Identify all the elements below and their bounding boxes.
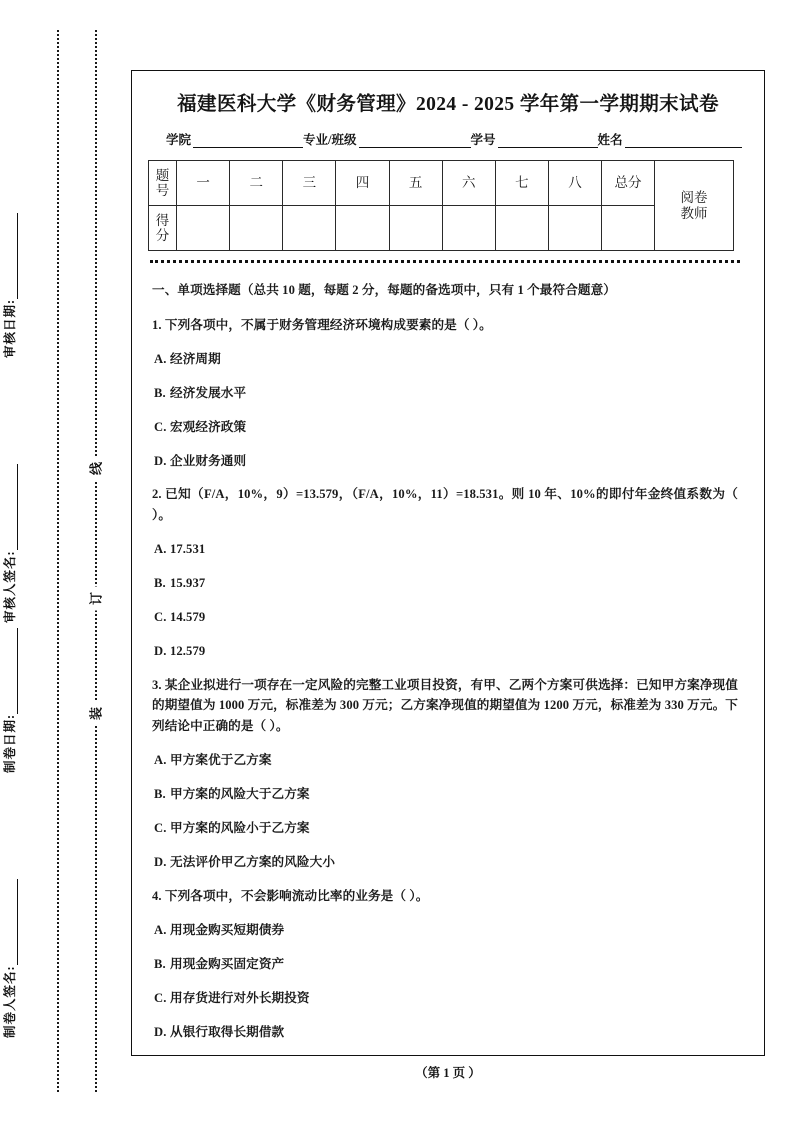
option-marker: A.	[154, 542, 167, 557]
margin-label-blank-line	[6, 213, 18, 299]
option-marker: C.	[154, 610, 167, 625]
score-table-column-header: 七	[495, 161, 548, 206]
grader-label-line: 教师	[680, 205, 708, 221]
page-title: 福建医科大学《财务管理》2024 - 2025 学年第一学期期末试卷	[177, 94, 719, 115]
score-table-column-header: 一	[177, 161, 230, 206]
option-text: 经济周期	[170, 351, 221, 366]
question-list	[152, 315, 738, 1042]
score-table-score-cell[interactable]	[548, 206, 601, 251]
option-marker: A.	[154, 922, 167, 937]
question-stem: 2. 已知（F/A，10%，9）=13.579，（F/A，10%，11）=18.531。则 10 年、10%的即付年金终值系数为（ ）。	[152, 487, 738, 522]
score-table-score-cell[interactable]	[602, 206, 655, 251]
question-option[interactable]	[152, 540, 738, 559]
identity-field	[166, 130, 303, 148]
margin-label	[0, 820, 18, 1040]
score-table-score-cell[interactable]	[283, 206, 336, 251]
identity-field-label: 姓名	[597, 133, 623, 147]
question-option[interactable]	[152, 819, 738, 838]
row-label-char: 分	[155, 228, 170, 243]
score-table-score-cell[interactable]	[336, 206, 389, 251]
identity-field-label: 专业/班级	[303, 133, 357, 147]
question-option[interactable]	[152, 955, 738, 974]
score-table-column-header: 八	[548, 161, 601, 206]
binding-seam-char: 线	[82, 457, 109, 481]
option-marker: D.	[154, 643, 167, 658]
score-table-container	[132, 160, 764, 251]
margin-label-text: 审核人签名:	[3, 550, 17, 623]
question-option[interactable]	[152, 853, 738, 872]
option-marker: C.	[154, 990, 167, 1005]
score-table-grader-header	[655, 161, 734, 251]
option-marker: D.	[154, 854, 167, 869]
option-text: 用现金购买固定资产	[170, 956, 285, 971]
identity-field	[598, 130, 742, 148]
question-option[interactable]	[152, 608, 738, 627]
question-option[interactable]	[152, 921, 738, 940]
margin-label-text: 制卷人签名:	[3, 965, 17, 1038]
option-marker: A.	[154, 351, 167, 366]
margin-label-blank-line	[6, 879, 18, 965]
binding-dotted-line-outer	[57, 30, 59, 1092]
option-text: 用现金购买短期债券	[170, 922, 285, 937]
score-table-score-cell[interactable]	[230, 206, 283, 251]
margin-label	[0, 555, 18, 775]
section-heading: 一、单项选择题（总共 10 题，每题 2 分，每题的备选项中，只有 1 个最符合题意）	[152, 283, 616, 297]
score-table-row-label	[149, 161, 177, 206]
margin-label-text: 审核日期:	[3, 298, 17, 358]
table-row	[149, 161, 734, 206]
binding-seam-char: 装	[82, 702, 109, 726]
identity-field-input[interactable]	[498, 134, 598, 148]
question-stem: 1. 下列各项中，不属于财务管理经济环境构成要素的是（ ）。	[152, 317, 492, 332]
identity-field-input[interactable]	[193, 134, 303, 148]
score-table-score-cell[interactable]	[177, 206, 230, 251]
margin-label-text: 制卷日期:	[3, 713, 17, 773]
score-table-column-header: 四	[336, 161, 389, 206]
score-table-score-cell[interactable]	[442, 206, 495, 251]
option-marker: B.	[154, 576, 166, 591]
option-text: 14.579	[170, 610, 206, 625]
question-option[interactable]	[152, 751, 738, 770]
question-option[interactable]	[152, 452, 738, 471]
table-row	[149, 206, 734, 251]
question-option[interactable]	[152, 418, 738, 437]
margin-label	[0, 140, 18, 360]
option-text: 甲方案的风险大于乙方案	[170, 786, 310, 801]
option-text: 无法评价甲乙方案的风险大小	[170, 854, 336, 869]
option-marker: B.	[154, 385, 166, 400]
question-option[interactable]	[152, 785, 738, 804]
binding-margin	[0, 0, 125, 1122]
page-footer: （第 1 页 ）	[415, 1066, 481, 1080]
option-text: 从银行取得长期借款	[170, 1024, 285, 1039]
row-label-char: 题	[155, 167, 170, 183]
identity-field	[303, 130, 470, 148]
score-table-total-header: 总分	[602, 161, 655, 206]
score-table-column-header: 六	[442, 161, 495, 206]
identity-field-input[interactable]	[625, 134, 742, 148]
question-stem: 3. 某企业拟进行一项存在一定风险的完整工业项目投资，有甲、乙两个方案可供选择：已知甲方案净现值的期望值为 1000 万元，标准差为 300 万元；乙方案净现值的期望值为 1200 万元，标准差为 330 万元。下列结论中正确的是（ ）。	[152, 677, 738, 733]
option-marker: C.	[154, 820, 167, 835]
score-table-column-header: 三	[283, 161, 336, 206]
identity-field-label: 学院	[166, 133, 192, 147]
option-marker: D.	[154, 1024, 167, 1039]
score-table-column-header: 二	[230, 161, 283, 206]
score-table-score-cell[interactable]	[495, 206, 548, 251]
option-text: 甲方案优于乙方案	[170, 752, 272, 767]
option-marker: C.	[154, 419, 167, 434]
row-label-char: 号	[155, 183, 170, 198]
question-body	[132, 263, 764, 1042]
binding-seam-char: 订	[82, 587, 109, 611]
score-table	[148, 160, 734, 251]
option-marker: A.	[154, 752, 167, 767]
option-text: 经济发展水平	[170, 385, 247, 400]
question-stem: 4. 下列各项中，不会影响流动比率的业务是（ ）。	[152, 888, 429, 903]
option-marker: B.	[154, 956, 166, 971]
identity-field	[471, 130, 598, 148]
option-text: 17.531	[170, 542, 206, 557]
score-table-score-cell[interactable]	[389, 206, 442, 251]
option-text: 用存货进行对外长期投资	[170, 990, 310, 1005]
exam-paper-frame	[131, 70, 765, 1056]
question-option[interactable]	[152, 642, 738, 661]
margin-label-blank-line	[6, 464, 18, 550]
question-option[interactable]	[152, 350, 738, 369]
question-option[interactable]	[152, 384, 738, 403]
option-text: 12.579	[170, 643, 206, 658]
identity-field-label: 学号	[470, 133, 496, 147]
binding-dotted-line-inner	[95, 30, 97, 1092]
question-option[interactable]	[152, 989, 738, 1008]
score-table-row-label	[149, 206, 177, 251]
option-text: 15.937	[170, 576, 206, 591]
grader-label-line: 阅卷	[680, 190, 708, 206]
option-text: 甲方案的风险小于乙方案	[170, 820, 310, 835]
identity-field-input[interactable]	[359, 134, 471, 148]
question-option[interactable]	[152, 1023, 738, 1042]
student-identity-fields	[132, 130, 764, 148]
margin-label-blank-line	[6, 628, 18, 714]
row-label-char: 得	[155, 212, 170, 228]
question-option[interactable]	[152, 574, 738, 593]
option-marker: D.	[154, 453, 167, 468]
score-table-column-header: 五	[389, 161, 442, 206]
option-text: 企业财务通则	[170, 453, 247, 468]
option-marker: B.	[154, 786, 166, 801]
option-text: 宏观经济政策	[170, 419, 247, 434]
